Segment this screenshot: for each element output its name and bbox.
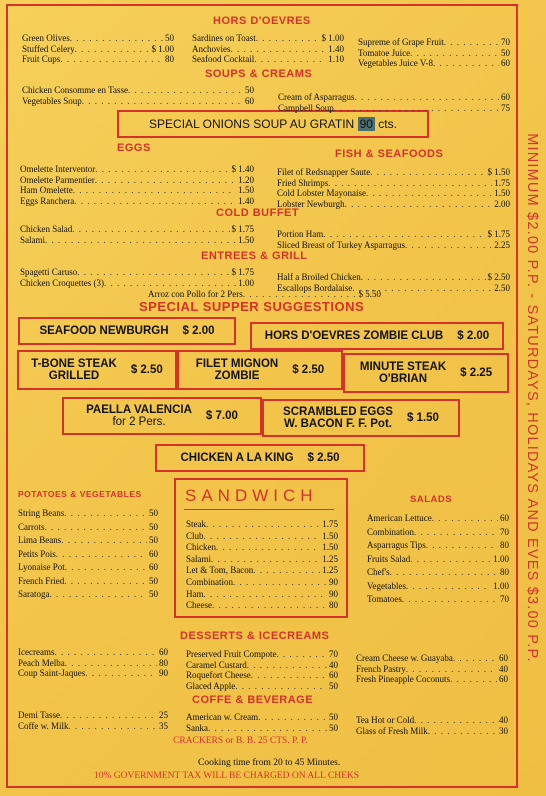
dot-leader bbox=[65, 562, 147, 573]
menu-item-price: $ 2.50 bbox=[487, 272, 510, 282]
dot-leader bbox=[251, 670, 327, 681]
menu-item-name: American Lettuce bbox=[367, 513, 432, 523]
menu-item-price: 80 bbox=[500, 567, 509, 577]
menu-item-price: 50 bbox=[329, 680, 338, 691]
menu-item-name: Let & Tom, Bacon bbox=[186, 565, 254, 576]
dot-leader bbox=[77, 267, 229, 278]
menu-item-name: Omelette Interventor bbox=[20, 164, 96, 174]
dot-leader bbox=[426, 540, 498, 551]
salads-title: SALADS bbox=[410, 494, 453, 505]
menu-item-name: Demi Tasse bbox=[18, 710, 60, 720]
dot-leader bbox=[433, 58, 499, 69]
menu-item-row bbox=[367, 581, 509, 592]
dot-leader bbox=[410, 554, 491, 565]
menu-item-price: 60 bbox=[500, 513, 509, 523]
dot-leader bbox=[211, 554, 320, 565]
menu-item-price: 40 bbox=[499, 663, 508, 674]
supper-title: SPECIAL SUPPER SUGGESTIONS bbox=[139, 299, 365, 314]
menu-item-price: $ 1.40 bbox=[231, 164, 254, 174]
menu-item-name: Lyonaise Pot bbox=[18, 562, 65, 572]
dot-leader bbox=[208, 723, 327, 734]
menu-item-row bbox=[367, 527, 509, 538]
menu-item-name: Glass of Fresh Milk bbox=[356, 725, 428, 736]
minimum-charge-text: MINIMUM $2.00 P.P. - SATURDAYS, HOLIDAYS AND EVES $3.00 P.P. bbox=[524, 133, 540, 663]
dot-leader bbox=[334, 103, 499, 114]
seafood-newburgh-box: SEAFOOD NEWBURGH $ 2.00 bbox=[18, 317, 236, 345]
menu-item-row bbox=[356, 653, 508, 664]
menu-item-row bbox=[18, 710, 168, 721]
menu-item-row bbox=[20, 235, 254, 246]
menu-item-row bbox=[18, 589, 158, 600]
dot-leader bbox=[54, 647, 157, 658]
menu-item-name: French Pastry bbox=[356, 663, 406, 674]
dot-leader bbox=[390, 567, 498, 578]
dot-leader bbox=[69, 721, 158, 732]
dot-leader bbox=[231, 44, 327, 55]
cooking-time-note: Cooking time from 20 to 45 Minutes. bbox=[198, 758, 341, 768]
menu-item-name: Fresh Pineapple Coconuts bbox=[356, 674, 450, 684]
menu-item-name: Roquefort Cheese bbox=[186, 670, 251, 680]
menu-item-name: Chicken Salad bbox=[20, 224, 73, 234]
dot-leader bbox=[405, 240, 492, 251]
menu-item-name: Chicken Croquettes (3) bbox=[20, 277, 104, 288]
menu-item-price: 50 bbox=[329, 712, 338, 722]
menu-item-price: 1.50 bbox=[494, 188, 510, 198]
menu-item-row bbox=[18, 549, 158, 560]
menu-item-price: $ 1.00 bbox=[151, 43, 174, 54]
dot-leader bbox=[70, 33, 163, 44]
tbone-box: T-BONE STEAK GRILLED $ 2.50 bbox=[17, 350, 177, 390]
dot-leader bbox=[64, 508, 147, 519]
menu-item-price: 1.50 bbox=[238, 185, 254, 195]
sandwich-rule bbox=[184, 509, 334, 510]
special-soup-unit: cts. bbox=[378, 117, 397, 131]
menu-item-name: Eggs Ranchera bbox=[20, 195, 75, 206]
dot-leader bbox=[453, 653, 497, 664]
potatoes-title: POTATOES & VEGETABLES bbox=[18, 489, 142, 499]
menu-item-price: 1.20 bbox=[238, 174, 254, 185]
dot-leader bbox=[414, 715, 497, 726]
menu-item-row bbox=[186, 554, 338, 565]
menu-item-row bbox=[186, 531, 338, 542]
menu-item-price: 50 bbox=[329, 722, 338, 733]
menu-item-price: $ 1.50 bbox=[487, 167, 510, 177]
dot-leader bbox=[72, 224, 229, 235]
menu-item-price: 40 bbox=[499, 715, 508, 725]
menu-item-name: Salami bbox=[186, 553, 211, 564]
menu-item-row bbox=[277, 229, 510, 240]
menu-item-row bbox=[18, 576, 158, 587]
dot-leader bbox=[233, 577, 327, 588]
menu-item-row bbox=[20, 196, 254, 207]
menu-item-row bbox=[18, 668, 168, 679]
menu-item-name: Ham bbox=[186, 588, 204, 599]
menu-item-row bbox=[18, 535, 158, 546]
menu-item-price: 50 bbox=[501, 47, 510, 58]
menu-item-name: Glaced Apple bbox=[186, 680, 236, 691]
dot-leader bbox=[82, 96, 243, 107]
dot-leader bbox=[64, 576, 147, 587]
dot-leader bbox=[235, 681, 327, 692]
dot-leader bbox=[406, 581, 491, 592]
menu-item-row bbox=[358, 37, 510, 48]
menu-item-row bbox=[186, 542, 338, 553]
menu-item-name: Coffe w. Milk bbox=[18, 720, 69, 731]
dot-leader bbox=[204, 531, 321, 542]
menu-item-price: 2.00 bbox=[494, 198, 510, 209]
menu-item-row bbox=[278, 103, 510, 114]
menu-item-price: 80 bbox=[500, 540, 509, 550]
menu-item-row bbox=[186, 589, 338, 600]
menu-item-price: 60 bbox=[501, 92, 510, 102]
dot-leader bbox=[74, 196, 236, 207]
menu-item-row bbox=[20, 175, 254, 186]
menu-item-name: Tomatoes bbox=[367, 594, 402, 604]
dot-leader bbox=[450, 674, 497, 685]
menu-item-price: 2.50 bbox=[494, 282, 510, 293]
menu-item-name: Caramel Custard bbox=[186, 659, 247, 670]
crackers-note: CRACKERS or B. B. 25 CTS. P. P. bbox=[173, 736, 308, 746]
zombie-club-box: HORS D'OEVRES ZOMBIE CLUB $ 2.00 bbox=[250, 322, 504, 350]
menu-item-name: Spagetti Caruso bbox=[20, 267, 78, 277]
menu-item-name: Green Olives bbox=[22, 33, 70, 43]
menu-item-name: Chef's bbox=[367, 567, 390, 577]
menu-item-price: 1.40 bbox=[238, 195, 254, 206]
menu-item-row bbox=[192, 33, 344, 44]
menu-item-price: 1.10 bbox=[328, 54, 344, 64]
menu-item-price: 40 bbox=[329, 659, 338, 670]
menu-item-name: Steak bbox=[186, 519, 206, 529]
menu-item-price: 1.50 bbox=[322, 542, 338, 553]
menu-item-row bbox=[277, 178, 510, 189]
dot-leader bbox=[258, 712, 327, 723]
paella-box: PAELLA VALENCIA for 2 Pers. $ 7.00 bbox=[62, 397, 262, 435]
menu-item-name: Omelette Parmentier bbox=[20, 174, 95, 185]
menu-item-name: String Beans bbox=[18, 508, 65, 518]
menu-item-row bbox=[22, 33, 174, 44]
menu-item-name: Coup Saint-Jaques bbox=[18, 668, 86, 678]
menu-item-row bbox=[367, 540, 509, 551]
menu-item-name: Combination bbox=[367, 526, 414, 537]
dot-leader bbox=[370, 167, 485, 178]
menu-item-price: 60 bbox=[499, 653, 508, 663]
menu-item-row bbox=[192, 44, 344, 55]
menu-item-price: 60 bbox=[245, 95, 254, 106]
menu-item-price: 90 bbox=[329, 577, 338, 587]
filet-box: FILET MIGNON ZOMBIE $ 2.50 bbox=[177, 350, 343, 390]
menu-item-price: 70 bbox=[501, 37, 510, 47]
menu-item-name: American w. Cream bbox=[186, 712, 259, 722]
dot-leader bbox=[254, 54, 326, 65]
minute-steak-box: MINUTE STEAK O'BRIAN $ 2.25 bbox=[343, 353, 509, 393]
dot-leader bbox=[323, 229, 485, 240]
menu-item-price: 50 bbox=[149, 535, 158, 545]
menu-item-name: Sliced Breast of Turkey Asparragus bbox=[277, 239, 405, 250]
menu-item-row bbox=[18, 508, 158, 519]
coffee-title: COFFE & BEVERAGE bbox=[192, 694, 314, 706]
dot-leader bbox=[128, 85, 243, 96]
menu-item-price: 50 bbox=[149, 508, 158, 518]
menu-item-row bbox=[367, 554, 509, 565]
menu-item-name: Asparragus Tips bbox=[367, 540, 426, 550]
menu-item-row bbox=[367, 513, 509, 524]
menu-item-price: 75 bbox=[501, 102, 510, 113]
menu-item-price: 1.50 bbox=[238, 234, 254, 245]
menu-item-price: 1.75 bbox=[322, 519, 338, 529]
menu-item-name: Icecreams bbox=[18, 647, 55, 657]
menu-item-name: Seafood Cocktail bbox=[192, 54, 255, 64]
dot-leader bbox=[428, 726, 497, 737]
dot-leader bbox=[253, 565, 320, 576]
dot-leader bbox=[206, 519, 320, 530]
menu-item-price: 25 bbox=[159, 710, 168, 720]
menu-item-row bbox=[18, 658, 168, 669]
sandwich-title: SANDWICH bbox=[185, 486, 318, 505]
menu-item-row bbox=[18, 522, 158, 533]
menu-item-name: Portion Ham bbox=[277, 229, 324, 239]
menu-item-name: French Fried bbox=[18, 575, 65, 586]
menu-item-name: Salami bbox=[20, 234, 45, 245]
menu-item-row bbox=[186, 681, 338, 692]
dot-leader bbox=[65, 658, 157, 669]
menu-item-name: Tea Hot or Cold bbox=[356, 715, 415, 725]
menu-item-name: Cheese bbox=[186, 600, 212, 611]
menu-item-row bbox=[20, 164, 254, 175]
menu-item-row bbox=[356, 726, 508, 737]
menu-item-price: 90 bbox=[159, 668, 168, 678]
menu-item-row bbox=[186, 565, 338, 576]
dot-leader bbox=[104, 278, 236, 289]
menu-item-row bbox=[186, 723, 338, 734]
dot-leader bbox=[414, 527, 498, 538]
hors-title: HORS D'OEVRES bbox=[213, 15, 311, 27]
menu-item-name: Stuffed Celery bbox=[22, 43, 75, 54]
menu-item-row bbox=[186, 519, 338, 530]
arroz-row: Arroz con Pollo for 2 Pers . . . $ 5.50 bbox=[148, 289, 381, 300]
menu-item-row bbox=[277, 240, 510, 251]
menu-item-row bbox=[186, 670, 338, 681]
menu-item-row bbox=[22, 85, 254, 96]
menu-item-name: Cold Lobster Mayonaise bbox=[277, 188, 366, 198]
dot-leader bbox=[204, 589, 328, 600]
dot-leader bbox=[60, 710, 157, 721]
dot-leader bbox=[345, 199, 493, 210]
scrambled-eggs-box: SCRAMBLED EGGS W. BACON F. F. Pot. $ 1.50 bbox=[262, 399, 460, 437]
menu-item-name: Escallops Bordalaise bbox=[277, 282, 353, 293]
dot-leader bbox=[212, 600, 327, 611]
menu-item-row bbox=[18, 562, 158, 573]
dot-leader bbox=[73, 185, 237, 196]
menu-item-price: 1.00 bbox=[493, 553, 509, 564]
dot-leader bbox=[216, 542, 320, 553]
menu-item-price: $ 1.00 bbox=[321, 33, 344, 43]
menu-item-price: 60 bbox=[501, 58, 510, 68]
dot-leader bbox=[277, 649, 328, 660]
dot-leader bbox=[85, 668, 157, 679]
menu-item-price: 80 bbox=[165, 54, 174, 64]
menu-item-name: Anchovies bbox=[192, 43, 231, 54]
menu-item-name: Supreme of Grape Fruit bbox=[358, 37, 444, 47]
menu-item-price: 30 bbox=[499, 725, 508, 736]
menu-item-price: $ 1.75 bbox=[487, 229, 510, 239]
tax-note: 10% GOVERNMENT TAX WILL BE CHARGED ON ALL CHEKS bbox=[94, 771, 360, 781]
dot-leader bbox=[95, 175, 237, 186]
special-soup-name: SPECIAL ONIONS SOUP AU GRATIN bbox=[149, 117, 355, 131]
menu-item-row bbox=[20, 185, 254, 196]
menu-item-price: 60 bbox=[159, 647, 168, 657]
menu-item-price: 1.25 bbox=[322, 553, 338, 564]
menu-item-row bbox=[186, 660, 338, 671]
menu-item-row bbox=[18, 647, 168, 658]
menu-item-name: Saratoga bbox=[18, 589, 50, 599]
fish-title: FISH & SEAFOODS bbox=[335, 148, 444, 160]
menu-item-price: 1.50 bbox=[322, 530, 338, 541]
eggs-title: EGGS bbox=[117, 142, 151, 154]
dot-leader bbox=[328, 178, 492, 189]
menu-item-row bbox=[186, 649, 338, 660]
menu-item-name: Combination bbox=[186, 577, 233, 587]
dot-leader bbox=[61, 535, 147, 546]
dot-leader bbox=[247, 660, 327, 671]
side-banner bbox=[522, 10, 542, 790]
dot-leader bbox=[410, 48, 499, 59]
menu-item-row bbox=[22, 54, 174, 65]
cold-title: COLD BUFFET bbox=[216, 207, 300, 219]
menu-item-price: 50 bbox=[149, 589, 158, 599]
dot-leader bbox=[50, 589, 148, 600]
menu-item-price: 70 bbox=[329, 649, 338, 659]
menu-item-name: Tomatoe Juice bbox=[358, 47, 411, 58]
menu-item-name: Half a Broiled Chicken bbox=[277, 272, 361, 282]
menu-item-name: Peach Melba bbox=[18, 657, 65, 668]
desserts-title: DESSERTS & ICECREAMS bbox=[180, 630, 330, 642]
menu-item-row bbox=[367, 594, 509, 605]
menu-item-price: $ 1.75 bbox=[231, 267, 254, 277]
dot-leader bbox=[45, 522, 148, 533]
menu-item-row bbox=[356, 664, 508, 675]
menu-item-price: 35 bbox=[159, 720, 168, 731]
menu-item-price: 60 bbox=[149, 562, 158, 572]
menu-item-price: 1.75 bbox=[494, 177, 510, 188]
dot-leader bbox=[432, 513, 498, 524]
menu-item-name: Chicken bbox=[186, 542, 216, 553]
menu-item-price: 80 bbox=[159, 657, 168, 668]
menu-item-name: Sardines on Toast bbox=[192, 33, 256, 43]
menu-item-row bbox=[277, 167, 510, 178]
menu-item-price: 70 bbox=[500, 594, 509, 604]
menu-item-row bbox=[358, 58, 510, 69]
special-soup-box bbox=[117, 110, 429, 138]
menu-item-name: Fruit Cups bbox=[22, 54, 61, 64]
menu-item-price: 50 bbox=[245, 85, 254, 95]
menu-item-price: 60 bbox=[499, 674, 508, 684]
menu-item-row bbox=[22, 96, 254, 107]
menu-item-row bbox=[358, 48, 510, 59]
menu-item-price: 60 bbox=[329, 670, 338, 680]
dot-leader bbox=[95, 164, 229, 175]
menu-item-name: Chicken Consomme en Tasse bbox=[22, 85, 128, 95]
menu-item-row bbox=[278, 92, 510, 103]
menu-item-price: 90 bbox=[329, 588, 338, 599]
menu-item-row bbox=[186, 577, 338, 588]
dot-leader bbox=[406, 664, 497, 675]
menu-item-row bbox=[20, 278, 254, 289]
menu-item-row bbox=[356, 715, 508, 726]
entrees-title: ENTREES & GRILL bbox=[201, 250, 308, 262]
dot-leader bbox=[352, 283, 492, 294]
menu-item-price: 1.00 bbox=[493, 580, 509, 591]
menu-item-name: Fried Shrimps bbox=[277, 177, 329, 188]
menu-item-name: Vegetables Soup bbox=[22, 95, 82, 106]
menu-item-name: Lobster Newburgh bbox=[277, 198, 345, 209]
special-soup-price: 90 bbox=[359, 117, 373, 131]
menu-item-price: 1.00 bbox=[238, 277, 254, 288]
dot-leader bbox=[60, 54, 163, 65]
menu-item-name: Preserved Fruit Compote bbox=[186, 649, 277, 659]
menu-item-row bbox=[277, 272, 510, 283]
menu-item-row bbox=[18, 721, 168, 732]
menu-item-row bbox=[277, 283, 510, 294]
menu-item-row bbox=[186, 712, 338, 723]
menu-item-price: 1.25 bbox=[322, 565, 338, 576]
menu-item-row bbox=[20, 267, 254, 278]
dot-leader bbox=[75, 44, 150, 55]
menu-item-row bbox=[277, 188, 510, 199]
menu-item-price: 2.25 bbox=[494, 239, 510, 250]
menu-item-name: Sanka bbox=[186, 722, 208, 733]
menu-item-row bbox=[277, 199, 510, 210]
menu-item-row bbox=[22, 44, 174, 55]
menu-item-price: 1.40 bbox=[328, 43, 344, 54]
dot-leader bbox=[361, 272, 486, 283]
menu-item-name: Vegetables bbox=[367, 580, 406, 591]
menu-item-price: 50 bbox=[149, 521, 158, 532]
menu-item-name: Lima Beans bbox=[18, 535, 62, 545]
dot-leader bbox=[56, 549, 147, 560]
dot-leader bbox=[45, 235, 236, 246]
dot-leader bbox=[444, 37, 499, 48]
menu-item-name: Filet of Redsnapper Saute bbox=[277, 167, 371, 177]
menu-item-name: Petits Pois bbox=[18, 548, 56, 559]
menu-item-price: 70 bbox=[500, 526, 509, 537]
menu-item-name: Fruits Salad bbox=[367, 553, 411, 564]
menu-item-name: Vegetables Juice V-8 bbox=[358, 58, 433, 68]
menu-item-price: 80 bbox=[329, 600, 338, 611]
menu-item-name: Carrots bbox=[18, 521, 45, 532]
menu-item-row bbox=[186, 600, 338, 611]
soups-title: SOUPS & CREAMS bbox=[205, 68, 313, 80]
menu-item-price: 50 bbox=[165, 33, 174, 43]
dot-leader bbox=[402, 594, 498, 605]
menu-item-row bbox=[356, 674, 508, 685]
menu-item-price: 50 bbox=[149, 575, 158, 586]
menu-item-name: Cream Cheese w. Guayaba bbox=[356, 653, 453, 663]
menu-item-name: Club bbox=[186, 530, 204, 541]
menu-item-price: $ 1.75 bbox=[231, 224, 254, 234]
dot-leader bbox=[366, 188, 492, 199]
chicken-king-box: CHICKEN A LA KING $ 2.50 bbox=[155, 444, 365, 472]
menu-item-name: Campbell Soup bbox=[278, 102, 334, 113]
menu-item-row bbox=[367, 567, 509, 578]
menu-item-name: Ham Omelette bbox=[20, 185, 73, 195]
menu-item-name: Cream of Asparragus bbox=[278, 92, 355, 102]
dot-leader bbox=[256, 33, 320, 44]
menu-item-row bbox=[20, 224, 254, 235]
menu-item-price: 60 bbox=[149, 548, 158, 559]
dot-leader bbox=[354, 92, 499, 103]
menu-item-row bbox=[192, 54, 344, 65]
